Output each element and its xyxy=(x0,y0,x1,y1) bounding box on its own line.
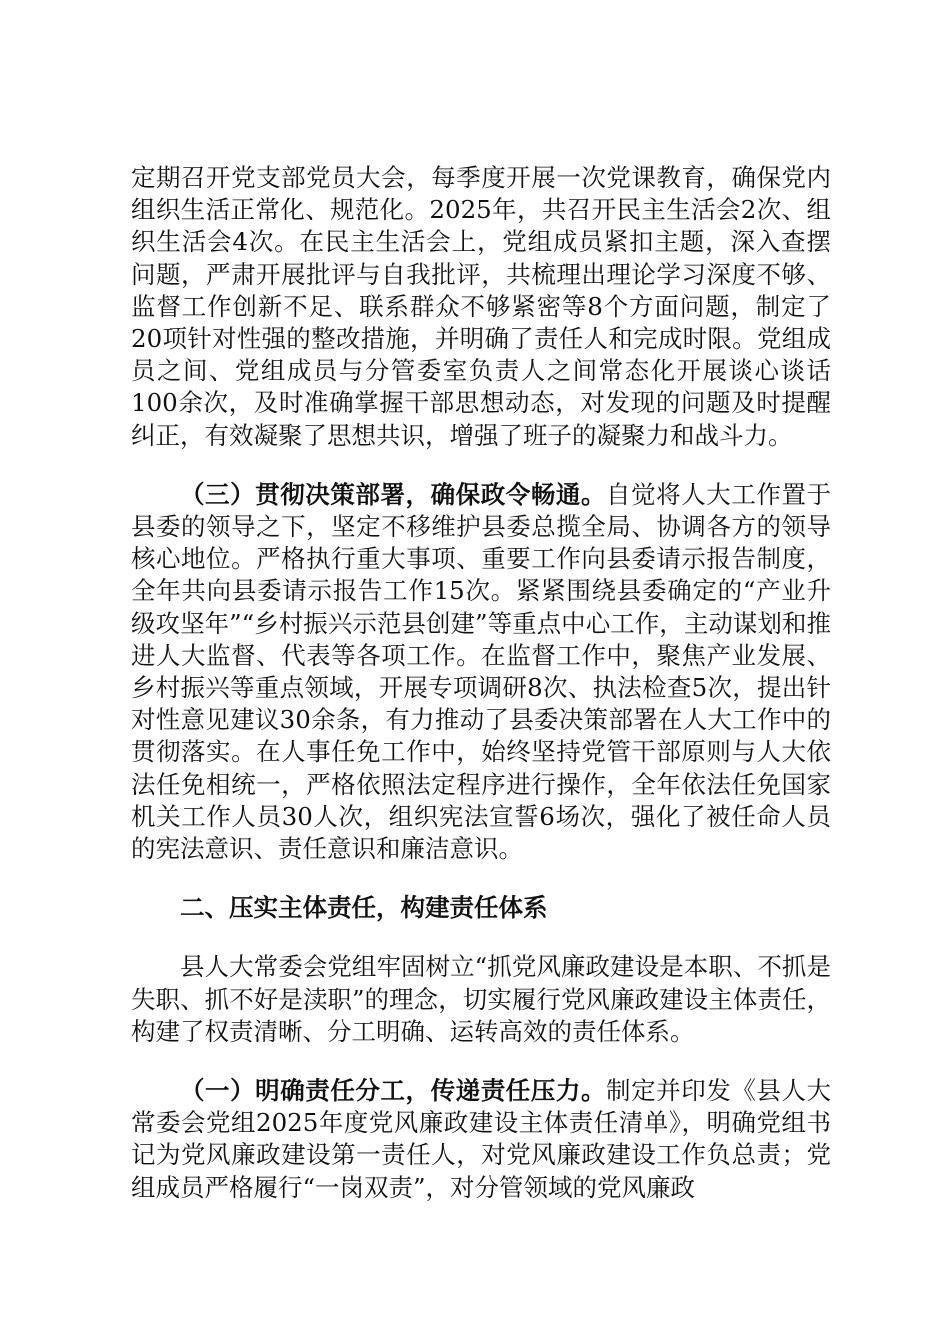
section-3-lead: （三）贯彻决策部署，确保政令畅通。 xyxy=(180,479,607,509)
paragraph-gap xyxy=(131,865,831,892)
paragraph-section-3 xyxy=(131,479,831,865)
paragraph-part-2-intro: 县人大常委会党组牢固树立“抓党风廉政建设是本职、不抓是失职、抓不好是渎职”的理念，切实履行党风廉政建设主体责任，构建了权责清晰、分工明确、运转高效的责任体系。 xyxy=(131,952,831,1046)
paragraph-gap xyxy=(131,924,831,951)
document-body xyxy=(131,162,831,1204)
paragraph-gap xyxy=(131,452,831,479)
section-1-body: 制定并印发《县人大常委会党组2025年度党风廉政建设主体责任清单》，明确党组书记为党风廉政建设第一责任人，对党风廉政建设工作负总责；党组成员严格履行“一岗双责”，对分管领域的党风廉政 xyxy=(131,1076,832,1202)
heading-part-2: 二、压实主体责任，构建责任体系 xyxy=(180,893,548,923)
paragraph-gap xyxy=(131,1048,831,1075)
paragraph-continuation: 定期召开党支部党员大会，每季度开展一次党课教育，确保党内组织生活正常化、规范化。2025年，共召开民主生活会2次、组织生活会4次。在民主生活会上，党组成员紧扣主题，深入查摆问题，严肃开展批评与自我批评，共梳理出理论学习深度不够、监督工作创新不足、联系群众不够紧密等8个方面问题，制定了20项针对性强的整改措施，并明确了责任人和完成时限。党组成员之间、党组成员与分管委室负责人之间常态化开展谈心谈话100余次，及时准确掌握干部思想动态，对发现的问题及时提醒纠正，有效凝聚了思想共识，增强了班子的凝聚力和战斗力。 xyxy=(131,163,831,450)
paragraph-section-1 xyxy=(131,1075,831,1204)
section-3-body: 自觉将人大工作置于县委的领导之下，坚定不移维护县委总揽全局、协调各方的领导核心地位。严格执行重大事项、重要工作向县委请示报告制度，全年共向县委请示报告工作15次。紧紧围绕县委确定的“产业升级攻坚年”“乡村振兴示范县创建”等重点中心工作，主动谋划和推进人大监督、代表等各项工作。在监督工作中，聚焦产业发展、乡村振兴等重点领域，开展专项调研8次、执法检查5次，提出针对性意见建议30余条，有力推动了县委决策部署在人大工作中的贯彻落实。在人事任免工作中，始终坚持党管干部原则与人大依法任免相统一，严格依照法定程序进行操作，全年依法任免国家机关工作人员30人次，组织宪法宣誓6场次，强化了被任命人员的宪法意识、责任意识和廉洁意识。 xyxy=(131,479,832,864)
section-1-lead: （一）明确责任分工，传递责任压力。 xyxy=(180,1076,607,1106)
